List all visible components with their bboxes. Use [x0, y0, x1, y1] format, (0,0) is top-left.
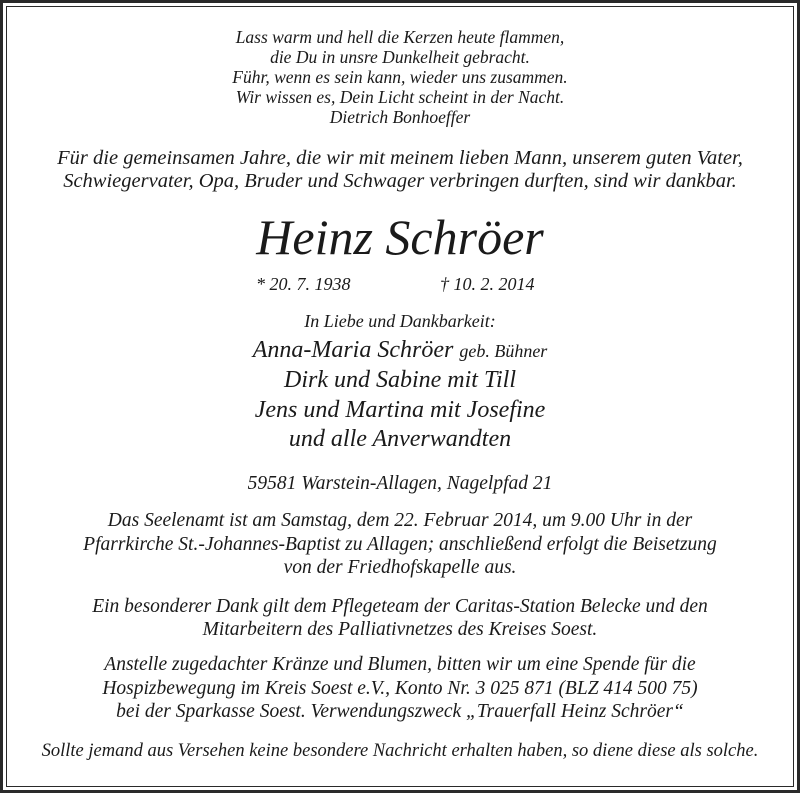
- mourner-line: Jens und Martina mit Josefine: [254, 397, 546, 423]
- donation-line: Anstelle zugedachter Kränze und Blumen, bitten wir um eine Spende für die: [104, 654, 696, 675]
- poem-line: Führ, wenn es sein kann, wieder uns zusammen.: [232, 67, 568, 87]
- service-line: von der Friedhofskapelle aus.: [283, 557, 517, 578]
- mourners-heading: In Liebe und Dankbarkeit:: [304, 311, 496, 331]
- mourner-line: Dirk und Sabine mit Till: [283, 367, 516, 393]
- donation-line: bei der Sparkasse Soest. Verwendungszweck „Trauerfall Heinz Schröer“: [116, 701, 684, 722]
- wife-name: Anna-Maria Schröer: [252, 337, 454, 363]
- address: 59581 Warstein-Allagen, Nagelpfad 21: [247, 473, 553, 494]
- poem-line: Lass warm und hell die Kerzen heute flammen,: [235, 27, 565, 47]
- birth-date: * 20. 7. 1938: [256, 274, 351, 294]
- thanks-line: Ein besonderer Dank gilt dem Pflegeteam der Caritas-Station Belecke und den: [92, 596, 708, 617]
- intro-line: Schwiegervater, Opa, Bruder und Schwager verbringen durften, sind wir dankbar.: [63, 170, 737, 192]
- poem-line: die Du in unsre Dunkelheit gebracht.: [270, 47, 530, 67]
- service-line: Das Seelenamt ist am Samstag, dem 22. Februar 2014, um 9.00 Uhr in der: [107, 510, 693, 531]
- deceased-name: Heinz Schröer: [256, 209, 544, 265]
- poem-line: Wir wissen es, Dein Licht scheint in der Nacht.: [235, 87, 565, 107]
- donation-line: Hospizbewegung im Kreis Soest e.V., Konto Nr. 3 025 871 (BLZ 414 500 75): [102, 678, 698, 699]
- mourner-line: und alle Anverwandten: [288, 426, 512, 452]
- mourner-wife: [0, 338, 800, 362]
- service-line: Pfarrkirche St.-Johannes-Baptist zu Allagen; anschließend erfolgt die Beisetzung: [83, 534, 717, 555]
- poem-author: Dietrich Bonhoeffer: [329, 107, 471, 127]
- thanks-line: Mitarbeitern des Palliativnetzes des Kreises Soest.: [202, 619, 598, 640]
- closing-note: Sollte jemand aus Versehen keine besondere Nachricht erhalten haben, so diene diese als solche.: [41, 741, 759, 761]
- wife-maiden-name: geb. Bühner: [459, 341, 548, 361]
- death-date: † 10. 2. 2014: [440, 274, 535, 294]
- intro-line: Für die gemeinsamen Jahre, die wir mit meinem lieben Mann, unserem guten Vater,: [57, 147, 743, 169]
